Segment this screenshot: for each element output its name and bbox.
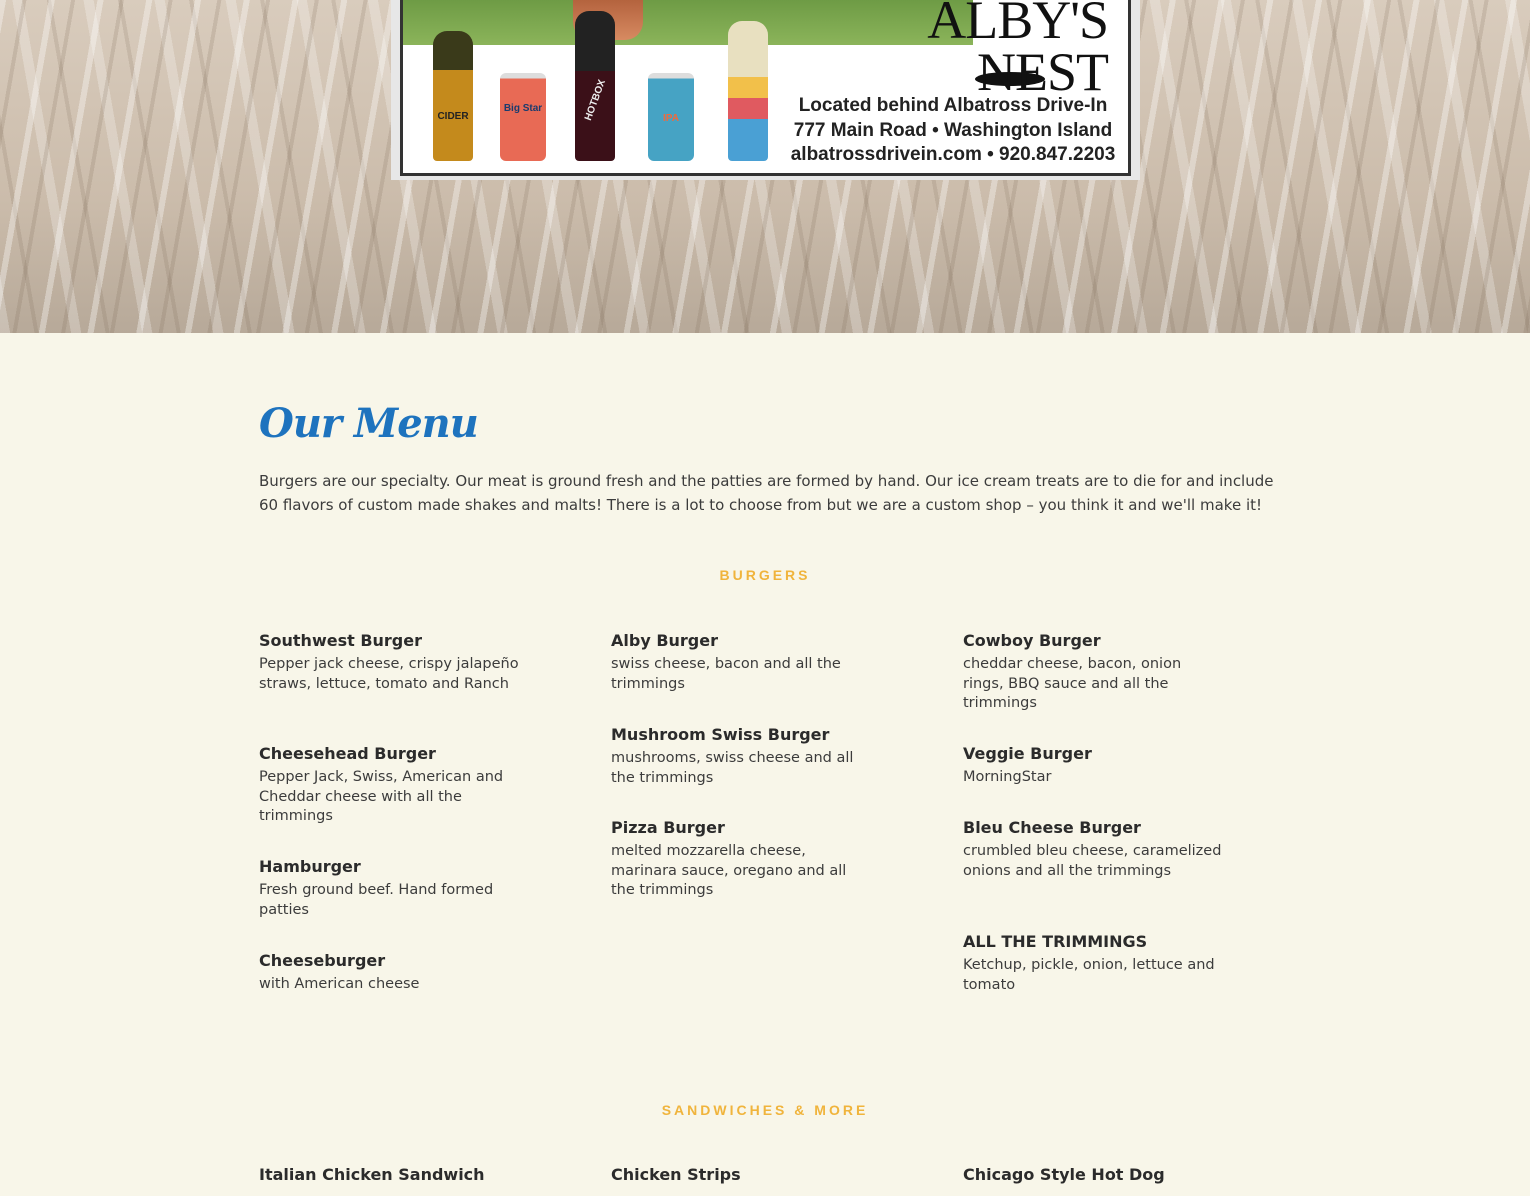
wine-bottle: HOTBOX	[575, 11, 615, 161]
menu-item	[259, 744, 519, 827]
item-name: Veggie Burger	[963, 744, 1092, 763]
albys-nest-ad	[391, 0, 1140, 180]
item-name: Italian Chicken Sandwich	[259, 1165, 485, 1184]
menu-item	[611, 631, 871, 694]
menu-item	[259, 857, 519, 920]
ad-location-line: Located behind Albatross Drive-In	[798, 95, 1108, 116]
menu-item	[963, 818, 1223, 881]
rose-bottle	[728, 21, 768, 161]
ad-contact-line: albatrossdrivein.com • 920.847.2203	[790, 144, 1116, 165]
menu-title: Our Menu	[259, 400, 478, 447]
menu-item	[259, 1165, 519, 1189]
menu-item	[963, 932, 1223, 995]
item-desc: crumbled bleu cheese, caramelized onions and all the trimmings	[963, 843, 1222, 879]
menu-item	[963, 1165, 1223, 1189]
menu-item	[259, 631, 519, 694]
item-name: Pizza Burger	[611, 818, 725, 837]
item-name: ALL THE TRIMMINGS	[963, 932, 1148, 951]
menu-intro: Burgers are our specialty. Our meat is ground fresh and the patties are formed by hand. Our ice cream treats are to die for and include 60 flavors of custom made shakes and malts! There is a lot to choose from but we are a custom shop – you think it and we'll make it!	[259, 472, 1274, 514]
item-name: Chicken Strips	[611, 1165, 741, 1184]
ad-address-block	[773, 94, 1131, 168]
menu-item	[611, 1165, 871, 1189]
item-name: Cheeseburger	[259, 951, 386, 970]
item-desc: melted mozzarella cheese, marinara sauce, oregano and all the trimmings	[611, 843, 847, 898]
big-star-can: Big Star	[500, 73, 546, 161]
item-desc: Pepper jack cheese, crispy jalapeño straws, lettuce, tomato and Ranch	[259, 656, 519, 692]
item-desc: Ketchup, pickle, onion, lettuce and tomato	[963, 957, 1215, 993]
item-name: Cheesehead Burger	[259, 744, 436, 763]
item-name: Southwest Burger	[259, 631, 422, 650]
item-desc: swiss cheese, bacon and all the trimmings	[611, 656, 841, 692]
menu-item	[259, 951, 519, 995]
item-name: Alby Burger	[611, 631, 718, 650]
item-desc: Fresh ground beef. Hand formed patties	[259, 882, 494, 918]
item-name: Bleu Cheese Burger	[963, 818, 1141, 837]
albys-nest-logo: ALBY'S NEST	[927, 0, 1108, 102]
menu-item	[963, 631, 1223, 714]
item-name: Mushroom Swiss Burger	[611, 725, 830, 744]
item-desc: mushrooms, swiss cheese and all the trimmings	[611, 750, 854, 786]
ipa-can: IPA	[648, 73, 694, 161]
section-heading-burgers: BURGERS	[719, 567, 811, 583]
item-name: Cowboy Burger	[963, 631, 1101, 650]
cider-bottle: CIDER	[433, 31, 473, 161]
item-desc: with American cheese	[259, 976, 420, 992]
section-heading-sandwiches: SANDWICHES & MORE	[661, 1102, 869, 1118]
ad-address-line: 777 Main Road • Washington Island	[793, 119, 1113, 141]
item-desc: MorningStar	[963, 769, 1052, 785]
item-name: Hamburger	[259, 857, 361, 876]
menu-item	[963, 744, 1223, 788]
menu-item	[611, 725, 871, 788]
item-desc: Pepper Jack, Swiss, American and Cheddar cheese with all the trimmings	[259, 769, 504, 824]
grass-photo	[403, 0, 973, 45]
item-desc: cheddar cheese, bacon, onion rings, BBQ sauce and all the trimmings	[963, 656, 1182, 711]
item-name: Chicago Style Hot Dog	[963, 1165, 1165, 1184]
menu-item	[611, 818, 871, 901]
hero-banner	[0, 0, 1530, 333]
